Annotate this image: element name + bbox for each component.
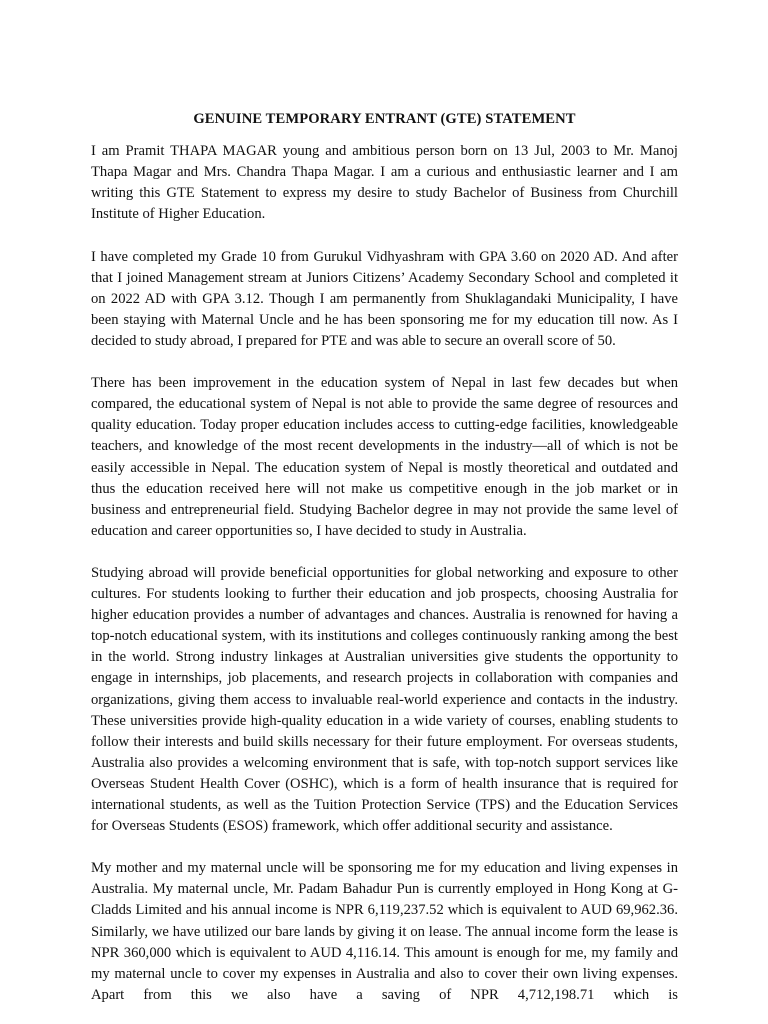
paragraph-nepal-education: There has been improvement in the education system of Nepal in last few decades but when compared, the educational system of Nepal is not able to provide the same degree of resources and quality education. Today proper education includes access to cutting-edge facilities, knowledgeable teachers, and knowledge of the most recent developments in the industry—all of which is not be easily accessible in Nepal. The education system of Nepal is mostly theoretical and outdated and thus the education received here will not make us competitive enough in the job market or in business and entrepreneurial field. Studying Bachelor degree in may not provide the same level of education and career opportunities so, I have decided to study in Australia.	[91, 375, 678, 539]
paragraph-education-background: I have completed my Grade 10 from Gurukul Vidhyashram with GPA 3.60 on 2020 AD. And after that I joined Management stream at Juniors Citizens’ Academy Secondary School and completed it on 2022 AD with GPA 3.12. Though I am permanently from Shuklagandaki Municipality, I have been staying with Maternal Uncle and he has been sponsoring me for my education till now. As I decided to study abroad, I prepared for PTE and was able to secure an overall score of 50.	[91, 248, 678, 349]
document-page	[91, 0, 678, 1006]
document-title: GENUINE TEMPORARY ENTRANT (GTE) STATEMENT	[193, 111, 576, 127]
paragraph-study-in-australia: Studying abroad will provide beneficial opportunities for global networking and exposure to other cultures. For students looking to further their education and job prospects, choosing Australia for higher education provides a number of advantages and chances. Australia is renowned for having a top-notch educational system, with its institutions and colleges continuously ranking among the best in the world. Strong industry linkages at Australian universities give students the opportunity to engage in internships, job placements, and research projects in collaboration with companies and organizations, giving them access to invaluable real-world experience and contacts in the industry. These universities provide high-quality education in a wide variety of courses, enabling students to follow their interests and build skills necessary for their future employment. For overseas students, Australia also provides a welcoming environment that is safe, with top-notch support services like Overseas Student Health Cover (OSHC), which is a form of health insurance that is required for international students, as well as the Tuition Protection Service (TPS) and the Education Services for Overseas Students (ESOS) framework, which offer additional security and assistance.	[91, 564, 678, 835]
paragraph-introduction: I am Pramit THAPA MAGAR young and ambitious person born on 13 Jul, 2003 to Mr. Manoj Thapa Magar and Mrs. Chandra Thapa Magar. I am a curious and enthusiastic learner and I am writing this GTE Statement to express my desire to study Bachelor of Business from Churchill Institute of Higher Education.	[91, 143, 678, 223]
paragraph-financial-sponsorship: My mother and my maternal uncle will be sponsoring me for my education and living expenses in Australia. My maternal uncle, Mr. Padam Bahadur Pun is currently employed in Hong Kong at G-Cladds Limited and his annual income is NPR 6,119,237.52 which is equivalent to AUD 69,962.36. Similarly, we have utilized our bare lands by giving it on lease. The annual income form the lease is NPR 360,000 which is equivalent to AUD 4,116.14. This amount is enough for me, my family and my maternal uncle to cover my expenses in Australia and also to cover their own living expenses. Apart from this we also have a saving of NPR 4,712,198.71 which is	[91, 860, 678, 1003]
